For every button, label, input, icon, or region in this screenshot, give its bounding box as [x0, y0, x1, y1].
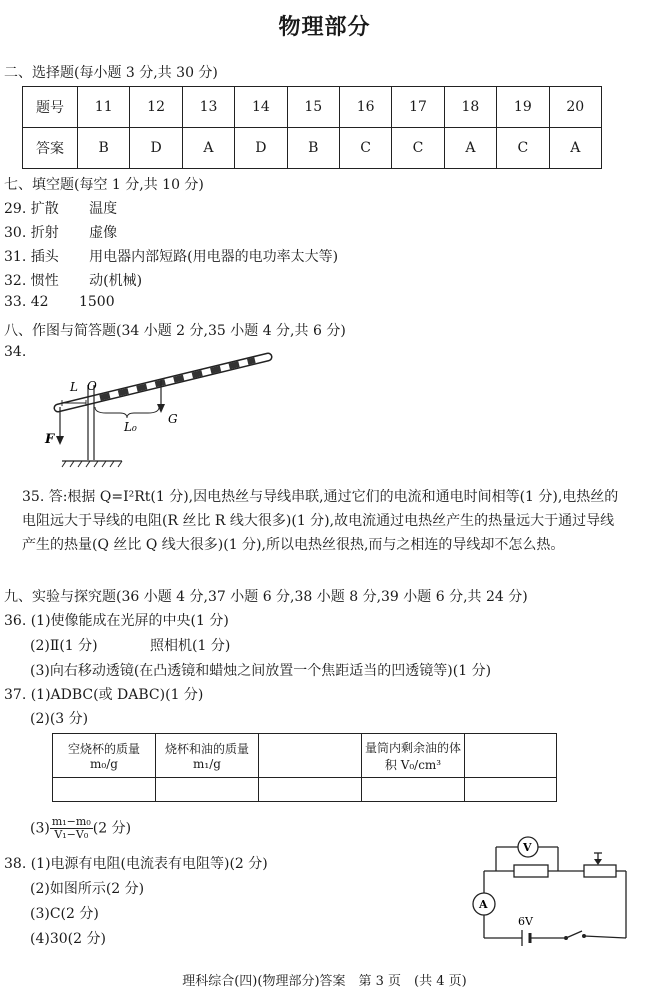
table-cell: 15 [287, 87, 339, 128]
answer-table [22, 86, 602, 169]
ammeter-label: A [479, 898, 488, 911]
switch [564, 931, 586, 940]
fill-number: 33. 42 [4, 294, 49, 310]
label-l0: L₀ [124, 420, 137, 434]
fill-item-32 [4, 270, 142, 290]
table-cell: A [444, 128, 496, 169]
page-title: 物理部分 [278, 14, 371, 40]
table-cell [53, 778, 156, 802]
table-header-cell: 烧杯和油的质量 m₁/g [156, 734, 259, 778]
section-9-heading: 九、实验与探究题(36 小题 4 分,37 小题 6 分,38 小题 8 分,39 小题 6 分,共 24 分) [4, 589, 528, 605]
table-cell: 11 [78, 87, 130, 128]
source-voltage-label: 6V [518, 915, 533, 928]
section-7-heading: 七、填空题(每空 1 分,共 10 分) [4, 177, 204, 193]
q38-part1: 38. (1)电源有电阻(电流表有电阻等)(2 分) [4, 856, 268, 872]
fill-answer: 1500 [78, 294, 115, 310]
circuit-diagram [466, 833, 636, 948]
force-f-arrow [56, 407, 64, 445]
table-cell: 13 [182, 87, 234, 128]
q36-part2: (2)Ⅱ(1 分) [30, 638, 98, 654]
fill-answer: 动(机械) [89, 273, 143, 289]
table-row [53, 734, 557, 778]
table-cell: 16 [339, 87, 391, 128]
table-cell [362, 778, 465, 802]
section-2-heading: 二、选择题(每小题 3 分,共 30 分) [4, 65, 218, 81]
fill-answer: 虚像 [89, 225, 118, 241]
table-header-cell: 空烧杯的质量 m₀/g [53, 734, 156, 778]
density-fraction [50, 816, 93, 841]
arm-l0-brace [95, 407, 159, 418]
fill-item-30 [4, 222, 117, 242]
label-o: O [87, 379, 97, 393]
table-cell: 19 [497, 87, 549, 128]
table-cell: 12 [130, 87, 182, 128]
table-header-cell [465, 734, 557, 778]
fill-answer: 温度 [89, 201, 118, 217]
q36-part3: (3)向右移动透镜(在凸透镜和蜡烛之间放置一个焦距适当的凹透镜等)(1 分) [30, 663, 492, 679]
q36-part2b: 照相机(1 分) [150, 638, 231, 654]
fill-number: 31. 插头 [4, 249, 59, 265]
table-cell: 20 [549, 87, 601, 128]
battery [522, 930, 530, 946]
q37-data-table [52, 733, 557, 802]
voltmeter-label: V [523, 841, 532, 854]
q37-part3 [30, 816, 131, 841]
label-l: L [70, 380, 78, 394]
fill-number: 29. 扩散 [4, 201, 59, 217]
table-header-cell: 量筒内剩余油的体积 V₀/cm³ [362, 734, 465, 778]
table-cell: C [497, 128, 549, 169]
resistor [514, 865, 548, 877]
page-footer: 理科综合(四)(物理部分)答案 第 3 页 (共 4 页) [182, 974, 467, 989]
table-cell: A [549, 128, 601, 169]
table-cell: 18 [444, 87, 496, 128]
label-g: G [168, 412, 178, 426]
q35-answer: 35. 答:根据 Q=I²Rt(1 分),因电热丝与导线串联,通过它们的电流和通电时间相等(1 分),电热丝的电阻远大于导线的电阻(R 丝比 R 线大很多)(1 分),故电流通过电热丝产生的热量远大于通过导线产生的热量(Q 丝比 Q 线大很多)(1 分),所以电热丝很热,而与之相连的导线却不怎么热。 [22, 489, 619, 553]
q37-part1: 37. (1)ADBC(或 DABC)(1 分) [4, 687, 204, 703]
q38-part4: (4)30(2 分) [30, 931, 106, 947]
table-cell [259, 778, 362, 802]
table-cell: 14 [235, 87, 287, 128]
label-f: F [45, 432, 55, 447]
q37-part3-suffix: (2 分) [92, 820, 132, 837]
fill-item-29 [4, 198, 117, 218]
rheostat-slider [594, 853, 602, 865]
q34-label: 34. [4, 344, 27, 360]
q37-part2: (2)(3 分) [30, 711, 89, 727]
q38-part3: (3)C(2 分) [30, 906, 99, 922]
table-cell: D [130, 128, 182, 169]
rheostat [584, 865, 616, 877]
fill-number: 30. 折射 [4, 225, 59, 241]
q37-part3-prefix: (3) [30, 820, 50, 837]
ground-hatch [62, 461, 122, 467]
section-8-heading: 八、作图与简答题(34 小题 2 分,35 小题 4 分,共 6 分) [4, 323, 346, 339]
table-cell: A [182, 128, 234, 169]
fill-item-31 [4, 246, 338, 266]
table-cell: C [339, 128, 391, 169]
table-cell [156, 778, 259, 802]
fill-answer: 用电器内部短路(用电器的电功率太大等) [89, 249, 339, 265]
table-cell: 17 [392, 87, 444, 128]
fraction-denominator: V₁−V₀ [54, 828, 89, 841]
table-header-cell [259, 734, 362, 778]
fraction-numerator: m₁−m₀ [51, 815, 91, 828]
table-cell: B [78, 128, 130, 169]
lever-diagram [40, 345, 280, 470]
table-cell: B [287, 128, 339, 169]
table-header-cell: 答案 [23, 128, 78, 169]
table-cell: D [235, 128, 287, 169]
fill-item-33 [4, 294, 115, 310]
q36-part1: 36. (1)使像能成在光屏的中央(1 分) [4, 613, 229, 629]
q38-part2: (2)如图所示(2 分) [30, 881, 145, 897]
table-row [53, 778, 557, 802]
circuit-wires [484, 847, 626, 938]
table-cell: C [392, 128, 444, 169]
table-header-cell: 题号 [23, 87, 78, 128]
table-cell [465, 778, 557, 802]
table-row [23, 87, 602, 128]
fill-number: 32. 惯性 [4, 273, 59, 289]
table-row [23, 128, 602, 169]
